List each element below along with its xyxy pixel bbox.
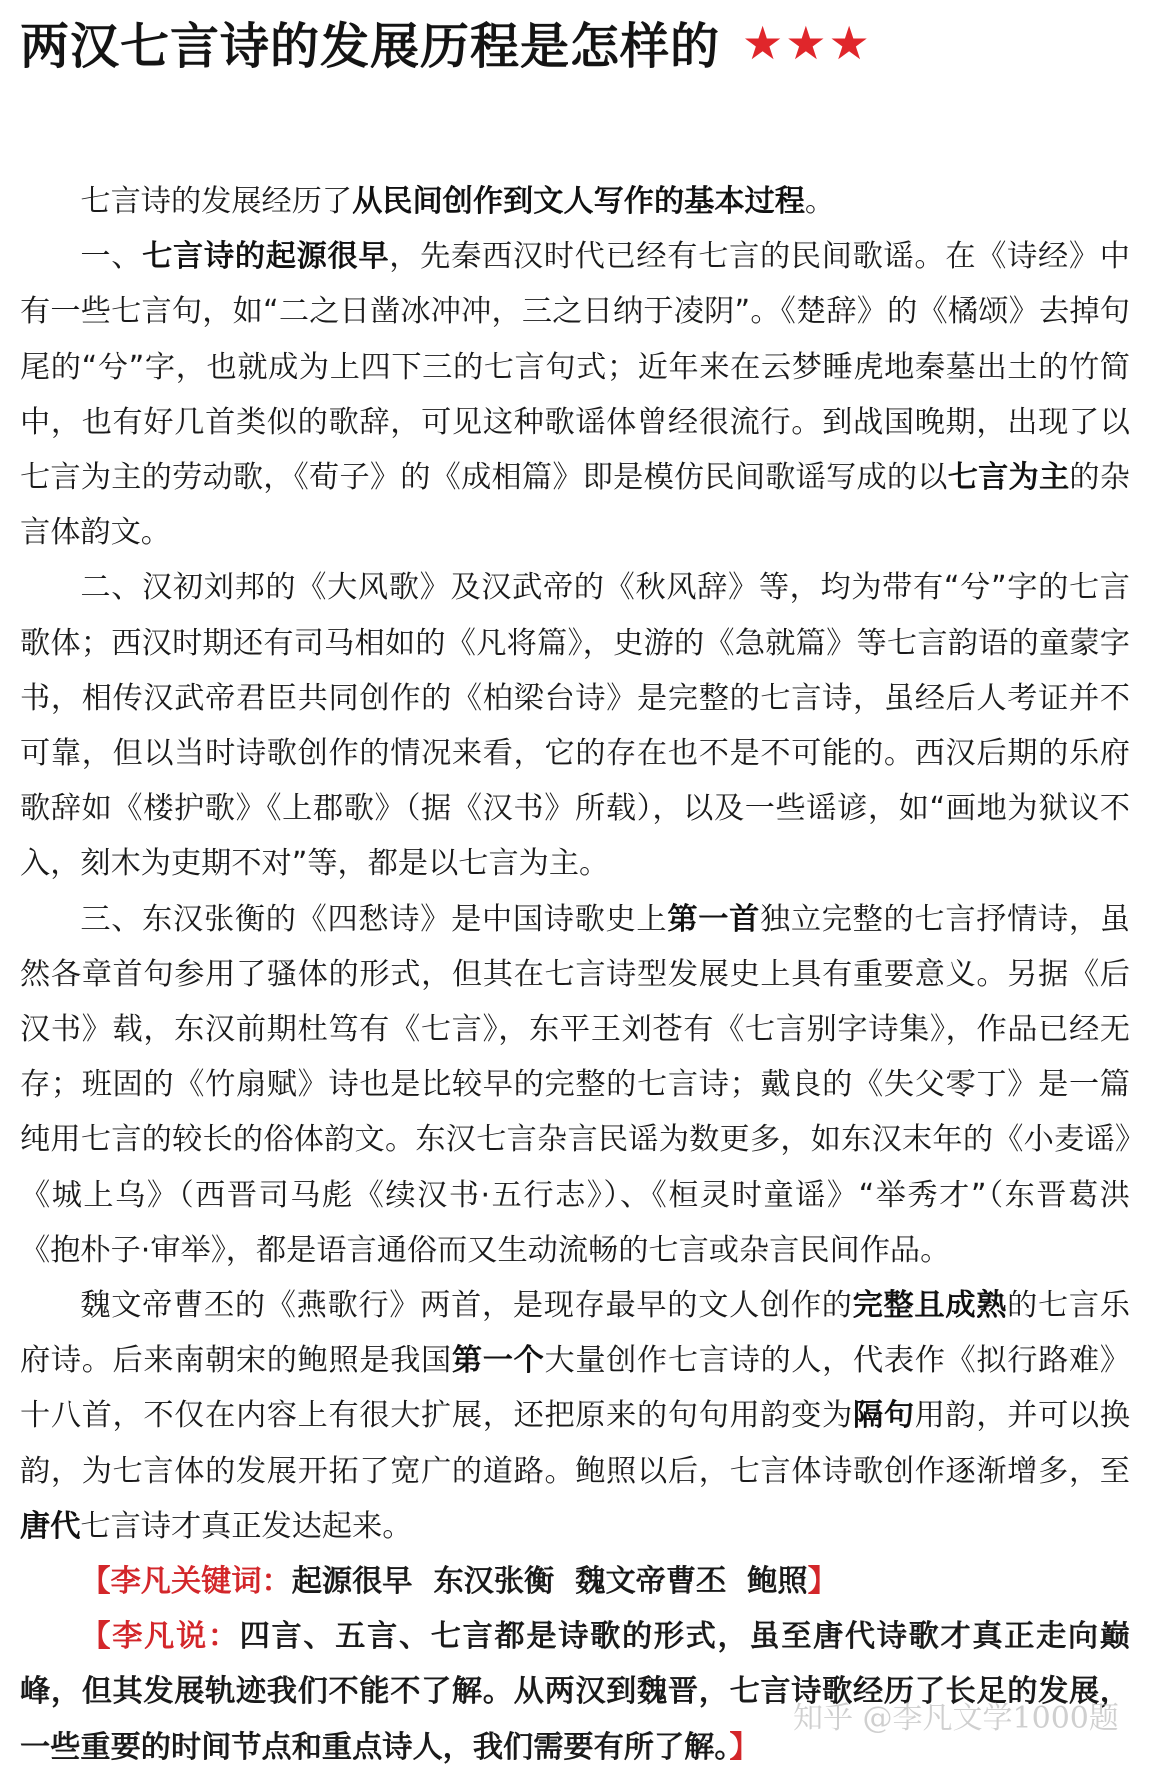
text-span: 三、东汉张衡的《四愁诗》是中国诗歌史上: [80, 901, 668, 937]
text-span: 用韵，并可以换韵，为七言体的发展开拓了宽广的道路。鲍照以后，七言体诗歌创作逐渐增多，至: [20, 1398, 1130, 1489]
paragraph-wei-jin: [20, 1278, 1130, 1554]
page-title: 两汉七言诗的发展历程是怎样的: [20, 18, 721, 75]
comment-text: 四言、五言、七言都是诗歌的形式，虽至唐代诗歌才真正走向巅峰，但其发展轨迹我们不能不了解。从两汉到魏晋，七言诗歌经历了长足的发展，一些重要的时间节点和重点诗人，我们需要有所了解。: [20, 1619, 1130, 1765]
comment-close: 】: [729, 1729, 760, 1765]
text-span: 独立完整的七言抒情诗，虽然各章首句参用了骚体的形式，但其在七言诗型发展史上具有重要意义。另据《后汉书》载，东汉前期杜笃有《七言》，东平王刘苍有《七言别字诗集》，作品已经无存；班固的《竹扇赋》诗也是比较早的完整的七言诗；戴良的《失父零丁》是一篇纯用七言的较长的俗体韵文。东汉七言杂言民谣为数更多，如东汉末年的《小麦谣》《城上乌》（西晋司马彪《续汉书·五行志》）、《桓灵时童谣》“举秀才”（东晋葛洪《抱朴子·审举》，都是语言通俗而又生动流畅的七言或杂言民间作品。: [20, 901, 1130, 1268]
text-span: 二、汉初刘邦的《大风歌》及汉武帝的《秋风辞》等，均为带有“兮”字的七言歌体；西汉时期还有司马相如的《凡将篇》，史游的《急就篇》等七言韵语的童蒙字书，相传汉武帝君臣共同创作的《柏梁台诗》是完整的七言诗，虽经后人考证并不可靠，但以当时诗歌创作的情况来看，它的存在也不是不可能的。西汉后期的乐府歌辞如《楼护歌》《上郡歌》（据《汉书》所载），以及一些谣谚，如“画地为狱议不入，刻木为吏期不对”等，都是以七言为主。: [20, 570, 1130, 882]
paragraph-origin: [20, 229, 1130, 560]
keywords-text: 起源很早 东汉张衡 魏文帝曹丕 鲍照: [291, 1564, 808, 1600]
keywords-label: 【李凡关键词：: [80, 1564, 292, 1600]
keywords-close: 】: [807, 1564, 838, 1600]
text-span: ，先秦西汉时代已经有七言的民间歌谣。在《诗经》中有一些七言句，如“二之日凿冰冲冲，三之日纳于凌阴”。《楚辞》的《橘颂》去掉句尾的“兮”字，也就成为上四下三的七言句式；近年来在云梦睡虎地秦墓出土的竹简中，也有好几首类似的歌辞，可见这种歌谣体曾经很流行。到战国晚期，出现了以七言为主的劳动歌，《荀子》的《成相篇》即是模仿民间歌谣写成的以: [20, 239, 1130, 496]
article-body: [20, 174, 1130, 1775]
text-span: 七言诗才真正发达起来。: [80, 1508, 413, 1544]
paragraph-intro: [20, 174, 1130, 229]
bold-span: 完整且成熟: [852, 1288, 1008, 1324]
text-span: 的七言乐府诗。后来南朝宋的鲍照是我国: [20, 1288, 1130, 1379]
paragraph-eastern-han: [20, 892, 1130, 1278]
keywords-line: [20, 1554, 1130, 1609]
paragraph-western-han: [20, 560, 1130, 891]
text-span: 。: [804, 184, 836, 219]
bold-span: 隔句: [852, 1398, 915, 1434]
text-span: 魏文帝曹丕的《燕歌行》两首，是现存最早的文人创作的: [80, 1288, 853, 1324]
zhihu-watermark: 知乎 @李凡文学1000题: [793, 1701, 1119, 1736]
text-span: 的杂言体韵文。: [20, 460, 1130, 551]
text-span: 七言诗的发展经历了: [80, 184, 353, 219]
bold-span: 唐代: [20, 1508, 81, 1544]
title-row: [20, 8, 872, 78]
bold-span: 从民间创作到文人写作的基本过程: [352, 184, 805, 219]
text-span: 一、: [80, 239, 143, 275]
bold-span: 第一个: [451, 1343, 545, 1379]
comment-label: 【李凡说：: [80, 1619, 240, 1655]
rating-stars-icon: ★★★: [742, 16, 872, 70]
bold-span: 七言诗的起源很早: [142, 239, 390, 275]
text-span: 大量创作七言诗的人，代表作《拟行路难》十八首，不仅在内容上有很大扩展，还把原来的句句用韵变为: [20, 1343, 1130, 1434]
bold-span: 第一首: [667, 901, 760, 937]
bold-span: 七言为主: [947, 460, 1070, 496]
